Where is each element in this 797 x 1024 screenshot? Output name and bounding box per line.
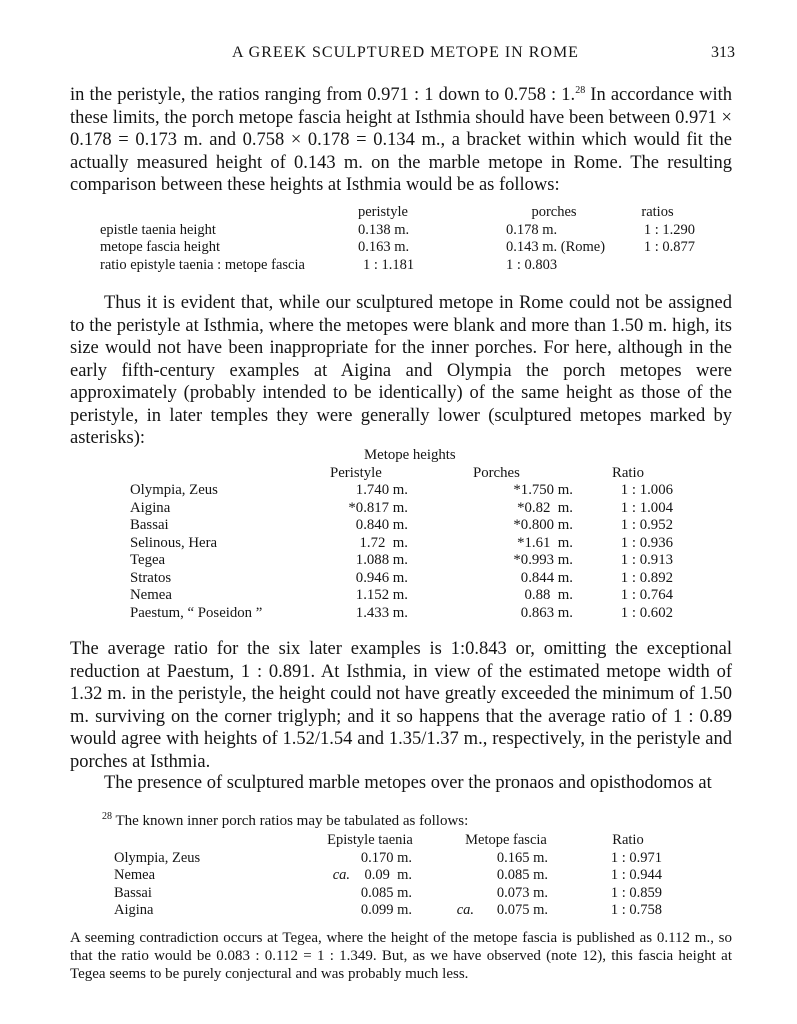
paragraph-1-start: in the peristyle, the ratios ranging from 0.971 : 1 down to 0.758 : 1. — [70, 85, 576, 105]
table1-cell: epistle taenia height — [100, 221, 216, 238]
footnote-28-closing: A seeming contradiction occurs at Tegea, where the height of the metope fascia is published as 0.112 m., so that the ratio would be 0.083 : 0.112 = 1 : 1.349. But, as we have observed (note 12), this fascia height at Tegea seems to be purely conjectural and was probably much less. — [70, 930, 732, 982]
table2-cell: 1 : 0.952 — [620, 517, 673, 534]
table-row — [114, 850, 678, 868]
paragraph-1-rest: In accordance with these limits, the porch metope fascia height at Isthmia should have been between 0.971 × 0.178 = 0.173 m. and 0.758 × 0.178 = 0.134 m., a bracket within which would fit the actually measured height of 0.143 m. on the marble metope in Rome. The resulting comparison between these heights at Isthmia would be as follows: — [70, 85, 732, 195]
table2-cell: Stratos — [130, 569, 172, 586]
table1-header-ratios: ratios — [641, 204, 674, 221]
table2-cell: 1 : 0.764 — [620, 587, 673, 604]
table1-cell: ratio epistyle taenia : metope fascia — [100, 256, 305, 273]
paragraph-3: The average ratio for the six later examples is 1:0.843 or, omitting the exceptional reduction at Paestum, 1 : 0.891. At Isthmia, in view of the estimated metope width of 1.32 m. in the peristyle, the height could not have greatly exceeded the minimum of 1.50 m. surviving on the corner triglyph; and it so happens that the average ratio of 1 : 0.89 would agree with heights of 1.52/1.54 and 1.35/1.37 m., respectively, in the peristyle and porches at Isthmia. — [70, 639, 732, 772]
table2-cell: *0.82 m. — [517, 499, 573, 516]
table1-cell: 0.143 m. (Rome) — [506, 239, 606, 256]
table2-cell: 1.433 m. — [355, 604, 408, 621]
table3-header-fascia: Metope fascia — [465, 832, 547, 849]
table2-cell: 1 : 1.004 — [620, 499, 673, 516]
table1-cell — [620, 257, 695, 275]
table3-cell: 1 : 0.944 — [610, 867, 662, 884]
table2-cell: Tegea — [130, 552, 166, 569]
table2-cell: Aigina — [130, 499, 171, 516]
table2-cell: 0.88 m. — [524, 587, 573, 604]
footnote-ref-28[interactable]: 28 — [575, 84, 586, 96]
table2-header-ratio: Ratio — [611, 464, 645, 481]
table1-cell: 0.178 m. — [506, 221, 558, 238]
table-header-row — [114, 832, 678, 850]
table2-header-label — [130, 465, 312, 483]
table2-cell: Selinous, Hera — [130, 534, 218, 551]
running-title: A GREEK SCULPTURED METOPE IN ROME — [232, 44, 579, 61]
table1-cell: 0.138 m. — [358, 221, 410, 238]
table2-caption: Metope heights — [364, 447, 456, 464]
table2-header-peristyle: Peristyle — [330, 464, 382, 481]
table2-cell: 1 : 0.913 — [620, 552, 673, 569]
table2-cell: 1 : 0.892 — [620, 569, 673, 586]
table-row — [100, 239, 695, 257]
table2-cell: 1 : 0.936 — [620, 534, 673, 551]
table3-header-ratio: Ratio — [612, 832, 644, 849]
page-number: 313 — [711, 44, 735, 61]
table3-header-epistyle: Epistyle taenia — [327, 832, 413, 849]
table3-cell: 0.075 m. — [496, 902, 548, 919]
table3-cell: Olympia, Zeus — [114, 849, 201, 866]
table-header-row — [130, 465, 683, 483]
table2-cell: 1 : 1.006 — [620, 482, 673, 499]
table3-cell: Aigina — [114, 902, 154, 919]
table-row — [130, 482, 683, 500]
footnote-number: 28 — [102, 811, 112, 822]
paragraph-2: Thus it is evident that, while our sculptured metope in Rome could not be assigned to the peristyle at Isthmia, where the metopes were blank and more than 1.50 m. high, its size would not have been inappropriate for the inner porches. For here, although in the early fifth-century examples at Aigina and Olympia the porch metopes were approximately (probably intended to be identically) of the same height as those of the peristyle, in later temples they were generally lower (sculptured metopes marked by asterisks): — [70, 293, 732, 448]
table1-cell: 1 : 0.877 — [643, 239, 695, 256]
table3-cell: Nemea — [114, 867, 156, 884]
table2-cell: *0.817 m. — [348, 499, 408, 516]
table2-cell: *0.800 m. — [513, 517, 573, 534]
table1-header-label — [100, 204, 358, 222]
table3-qualifier — [306, 902, 354, 920]
table1-cell: 1 : 1.290 — [643, 221, 695, 238]
table-row — [130, 552, 683, 570]
table-caption-row — [130, 447, 683, 465]
table-row — [114, 867, 678, 885]
table2-cell: *1.61 m. — [517, 534, 573, 551]
footnote-28-intro — [70, 812, 732, 830]
table3-cell: 1 : 0.859 — [610, 884, 662, 901]
table2-cell: 0.946 m. — [355, 569, 408, 586]
table3-qualifier — [434, 885, 478, 903]
table3-qualifier — [434, 850, 478, 868]
table3-cell: 1 : 0.971 — [610, 849, 662, 866]
table2-cell: 1 : 0.602 — [620, 604, 673, 621]
footnote-intro-text: The known inner porch ratios may be tabulated as follows: — [112, 813, 469, 829]
paragraph-1 — [70, 84, 732, 197]
table-row — [130, 500, 683, 518]
table-row — [114, 902, 678, 920]
table3-qualifier: ca. — [456, 902, 474, 919]
table3-cell: 0.073 m. — [496, 884, 548, 901]
table3-cell: 0.09 m. — [364, 867, 412, 884]
table2-cell: *0.993 m. — [513, 552, 573, 569]
table2-cell: Bassai — [130, 517, 169, 534]
table2-cell: 1.740 m. — [355, 482, 408, 499]
table2-cell: 0.840 m. — [355, 517, 408, 534]
table2-cell: Paestum, “ Poseidon ” — [130, 604, 263, 621]
table1-cell: 1 : 1.181 — [363, 256, 415, 273]
table-row — [100, 222, 695, 240]
table-row — [114, 885, 678, 903]
table1-cell: 0.163 m. — [358, 239, 410, 256]
paragraph-4: The presence of sculptured marble metopes over the pronaos and opisthodomos at — [104, 773, 712, 793]
table2-cell: 1.088 m. — [355, 552, 408, 569]
table-row — [100, 257, 695, 275]
inner-porch-ratios-table — [114, 832, 678, 920]
metope-heights-table — [130, 447, 683, 622]
table2-cell: Nemea — [130, 587, 172, 604]
table-row — [130, 517, 683, 535]
table3-qualifier: ca. — [332, 867, 350, 884]
table3-cell: 0.085 m. — [496, 867, 548, 884]
table1-header-porches: porches — [531, 204, 577, 221]
table2-cell: *1.750 m. — [513, 482, 573, 499]
table3-cell: 0.170 m. — [360, 849, 412, 866]
table3-cell: 1 : 0.758 — [610, 902, 662, 919]
table3-cell: 0.085 m. — [360, 884, 412, 901]
table2-cell: 1.152 m. — [355, 587, 408, 604]
table3-cell: 0.165 m. — [496, 849, 548, 866]
table2-cell: 1.72 m. — [359, 534, 408, 551]
table3-qualifier — [306, 885, 354, 903]
table2-cell: 0.844 m. — [520, 569, 573, 586]
table2-header-porches: Porches — [473, 464, 520, 481]
table-row — [130, 570, 683, 588]
table1-cell: 1 : 0.803 — [506, 256, 558, 273]
table3-qualifier — [434, 867, 478, 885]
table3-cell: Bassai — [114, 884, 152, 901]
isthmia-comparison-table — [100, 204, 695, 274]
table1-header-peristyle: peristyle — [358, 204, 408, 221]
table3-qualifier — [306, 850, 354, 868]
table1-cell: metope fascia height — [100, 239, 220, 256]
table2-cell: Olympia, Zeus — [130, 482, 218, 499]
table-row — [130, 605, 683, 623]
table-header-row — [100, 204, 695, 222]
table3-cell: 0.099 m. — [360, 902, 412, 919]
table-row — [130, 535, 683, 553]
table2-cell: 0.863 m. — [520, 604, 573, 621]
table3-header-label — [114, 832, 306, 850]
table-row — [130, 587, 683, 605]
